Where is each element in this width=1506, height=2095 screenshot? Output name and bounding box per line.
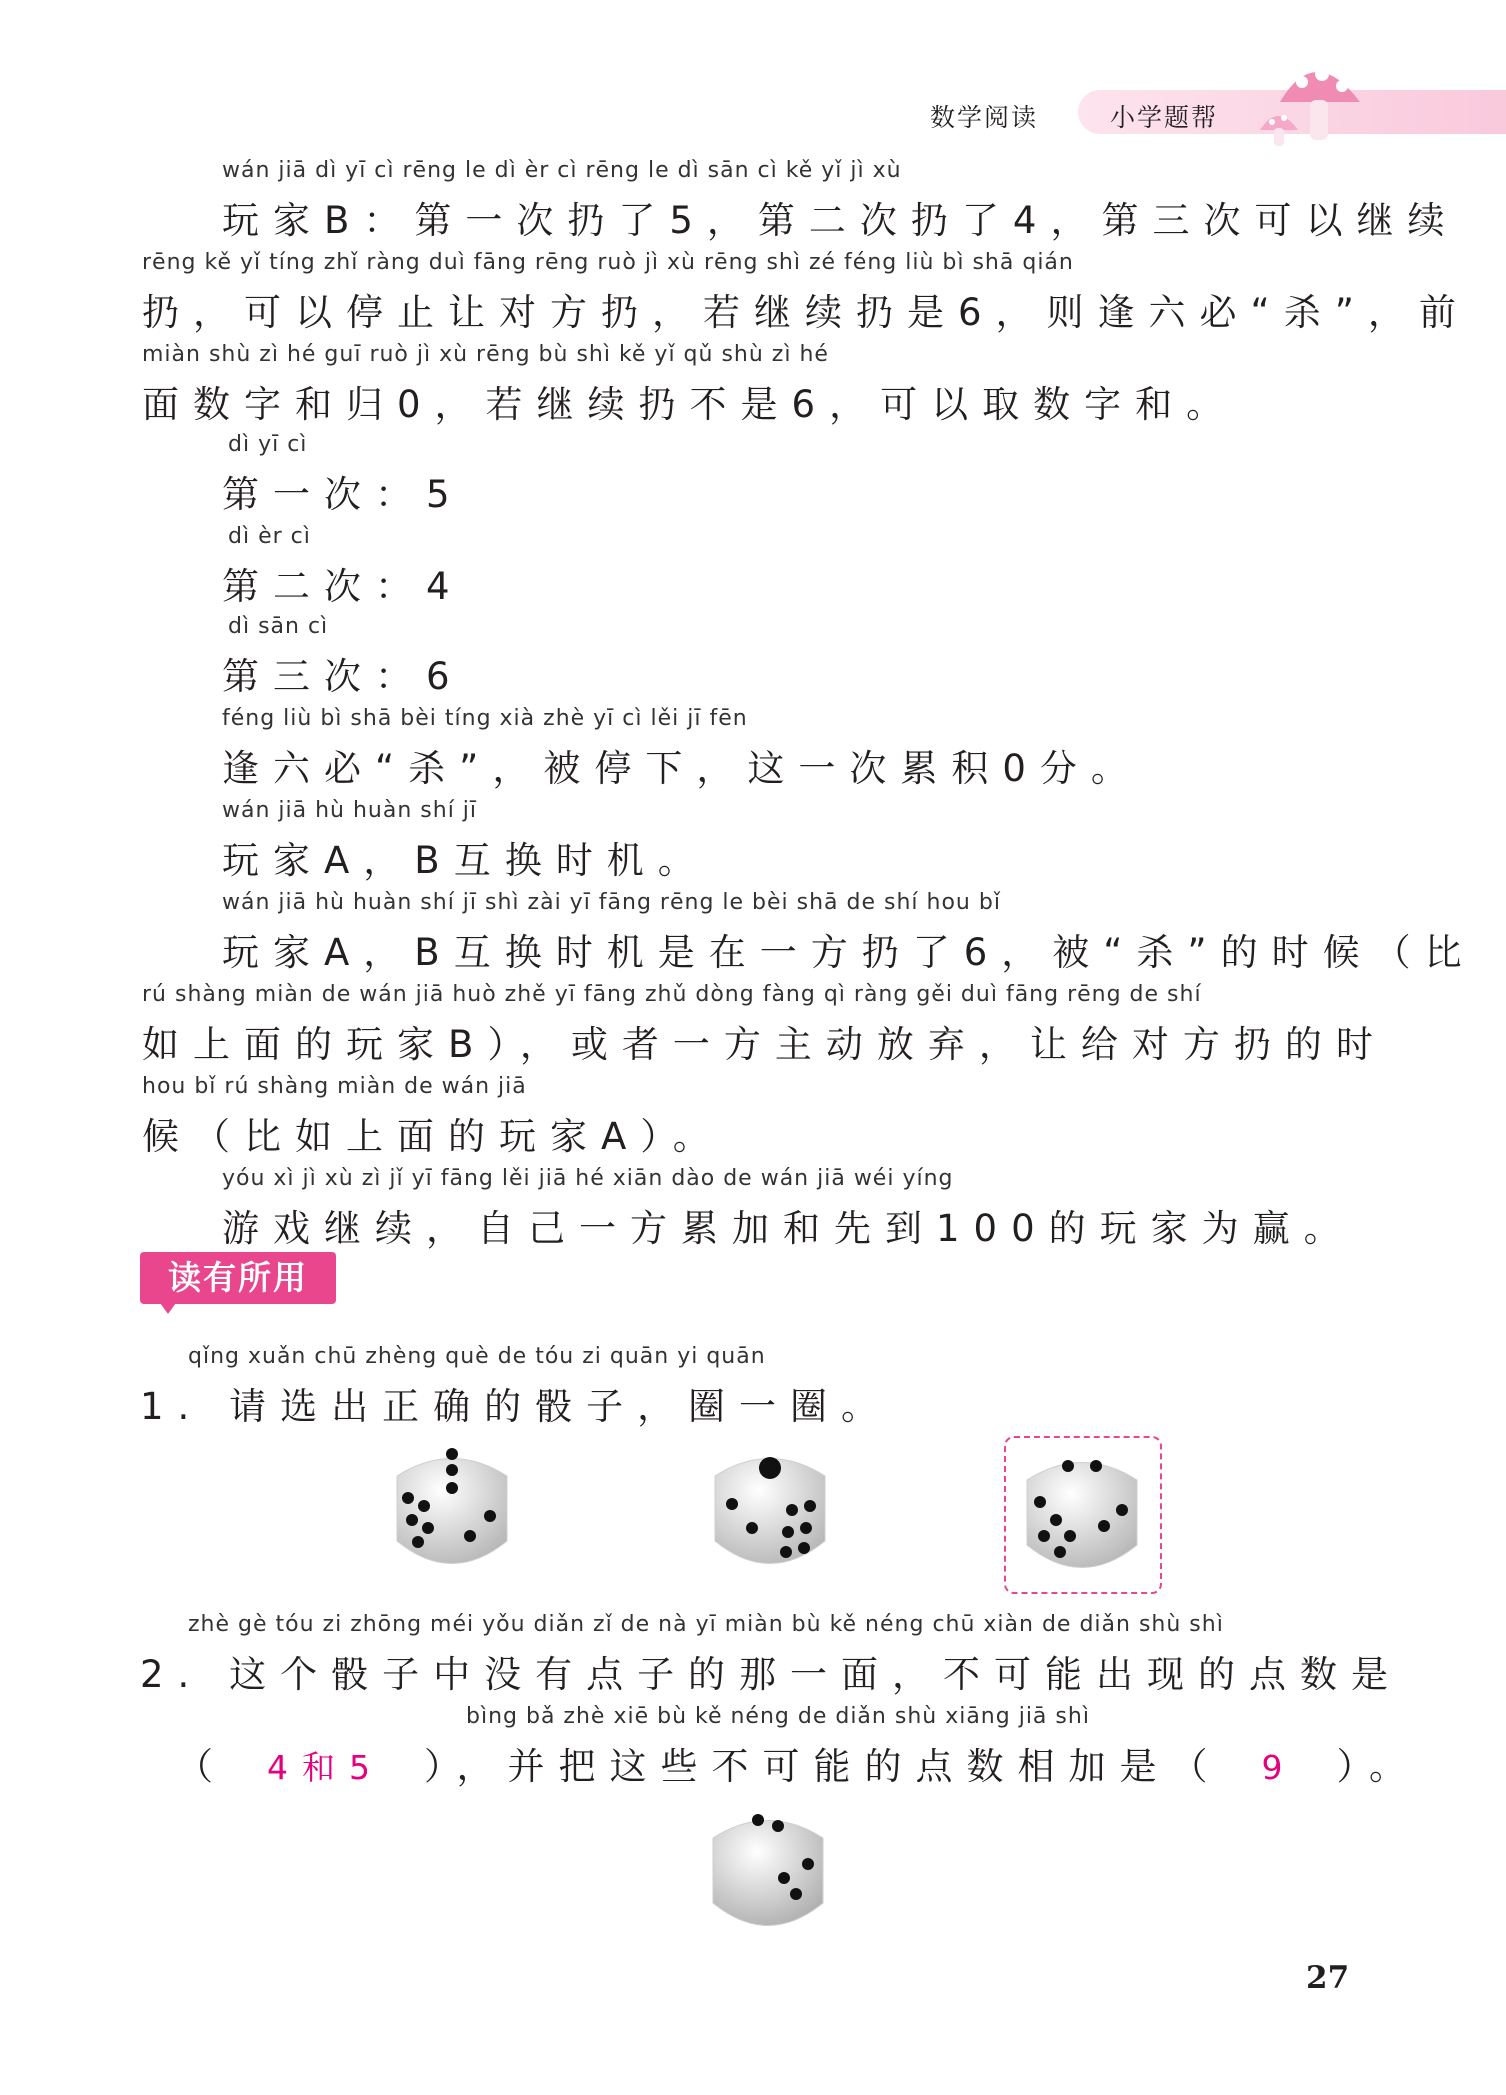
text-line: 面数字和归0，若继续扔不是6，可以取数字和。 xyxy=(142,383,1238,426)
question-2-line-2 xyxy=(176,1736,1420,1790)
paren-open: （ xyxy=(176,1745,227,1788)
text-line: 第一次：5 xyxy=(222,473,464,516)
section-tag-tail xyxy=(158,1300,178,1314)
page-header xyxy=(0,0,1506,150)
die-option-1[interactable] xyxy=(382,1436,522,1586)
paren-close: ）。 xyxy=(1336,1745,1420,1788)
pinyin-line: féng liù bì shā bèi tíng xià zhè yī cì lěi jī fēn xyxy=(222,706,748,731)
text-line: 逢六必“杀”，被停下，这一次累积0分。 xyxy=(222,747,1142,790)
pinyin-line: wán jiā hù huàn shí jī shì zài yī fāng rēng le bèi shā de shí hou bǐ xyxy=(222,890,1001,915)
die-figure-q2 xyxy=(698,1798,838,1948)
answer-field-1[interactable]: 4和5 xyxy=(267,1748,384,1787)
text-line: 玩家A，B互换时机。 xyxy=(222,839,709,882)
pinyin-line: bìng bǎ zhè xiē bù kě néng de diǎn shù xiāng jiā shì xyxy=(466,1704,1090,1729)
question-1: 1. 请选出正确的骰子，圈一圈。 xyxy=(140,1385,893,1428)
pinyin-line: dì sān cì xyxy=(228,614,329,639)
die-option-2[interactable] xyxy=(700,1436,840,1586)
page-number: 27 xyxy=(1306,1960,1350,1996)
text-line: 第三次：6 xyxy=(222,655,464,698)
pinyin-line: zhè gè tóu zi zhōng méi yǒu diǎn zǐ de nà yī miàn bù kě néng chū xiàn de diǎn shù shì xyxy=(188,1612,1224,1637)
pinyin-line: dì èr cì xyxy=(228,524,311,549)
pinyin-line: yóu xì jì xù zì jǐ yī fāng lěi jiā hé xiān dào de wán jiā wéi yíng xyxy=(222,1166,954,1191)
section-tag: 读有所用 xyxy=(140,1252,336,1304)
pinyin-line: miàn shù zì hé guī ruò jì xù rēng bù shì kě yǐ qǔ shù zì hé xyxy=(142,342,829,367)
text-line: 扔，可以停止让对方扔，若继续扔是6，则逢六必“杀”，前 xyxy=(142,291,1470,334)
header-left-title: 数学阅读 xyxy=(930,103,1039,132)
answer-field-2[interactable]: 9 xyxy=(1261,1748,1297,1787)
mushroom-icon xyxy=(1260,52,1370,147)
pinyin-line: rú shàng miàn de wán jiā huò zhě yī fāng zhǔ dòng fàng qì ràng gěi duì fāng rēng de shí xyxy=(142,982,1202,1007)
pinyin-line: rēng kě yǐ tíng zhǐ ràng duì fāng rēng ruò jì xù rēng shì zé féng liù bì shā qián xyxy=(142,250,1074,275)
text-line: 游戏继续，自己一方累加和先到100的玩家为赢。 xyxy=(222,1207,1355,1250)
pinyin-line: wán jiā dì yī cì rēng le dì èr cì rēng le dì sān cì kě yǐ jì xù xyxy=(222,158,902,183)
header-right-title: 小学题帮 xyxy=(1110,103,1219,132)
pinyin-line: dì yī cì xyxy=(228,432,308,457)
text-line: 候（比如上面的玩家A）。 xyxy=(142,1115,724,1158)
pinyin-line: qǐng xuǎn chū zhèng què de tóu zi quān yi quān xyxy=(188,1344,766,1369)
die-option-3[interactable] xyxy=(1012,1440,1152,1590)
text-line: 如上面的玩家B），或者一方主动放弃，让给对方扔的时 xyxy=(142,1023,1387,1066)
question-2: 2. 这个骰子中没有点子的那一面，不可能出现的点数是 xyxy=(140,1653,1403,1696)
question-2-middle-text: ），并把这些不可能的点数相加是（ xyxy=(424,1745,1222,1788)
pinyin-line: wán jiā hù huàn shí jī xyxy=(222,798,478,823)
text-line: 玩家A，B互换时机是在一方扔了6，被“杀”的时候（比 xyxy=(222,931,1476,974)
text-line: 第二次：4 xyxy=(222,565,464,608)
text-line: 玩家B：第一次扔了5，第二次扔了4，第三次可以继续 xyxy=(222,199,1459,242)
pinyin-line: hou bǐ rú shàng miàn de wán jiā xyxy=(142,1074,527,1099)
